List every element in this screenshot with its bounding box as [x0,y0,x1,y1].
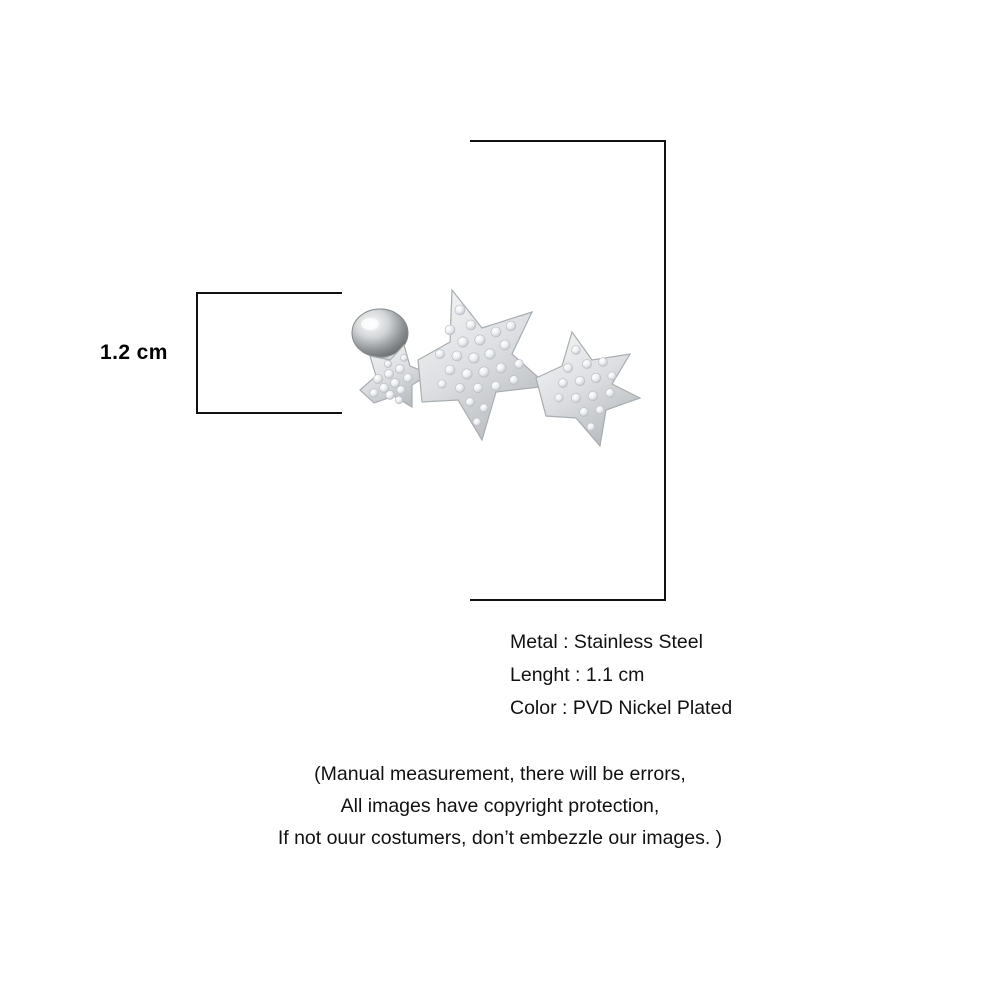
disclaimer-line-3: If not ouur costumers, don’t embezzle our images. ) [277,827,723,849]
height-dimension-label: 1.2 cm [100,341,168,364]
product-image [300,250,680,510]
star-large-center [418,290,548,440]
product-specs [510,626,732,725]
star-medium-right [536,332,640,446]
spec-metal: Metal : Stainless Steel [510,631,703,653]
spec-length: Lenght : 1.1 cm [510,664,645,686]
triple-star-stud-earring-icon [300,250,680,510]
disclaimer-note [0,758,1000,854]
disclaimer-line-2: All images have copyright protection, [340,795,660,817]
disclaimer-line-1: (Manual measurement, there will be errors, [314,763,686,785]
spec-color: Color : PVD Nickel Plated [510,697,733,719]
